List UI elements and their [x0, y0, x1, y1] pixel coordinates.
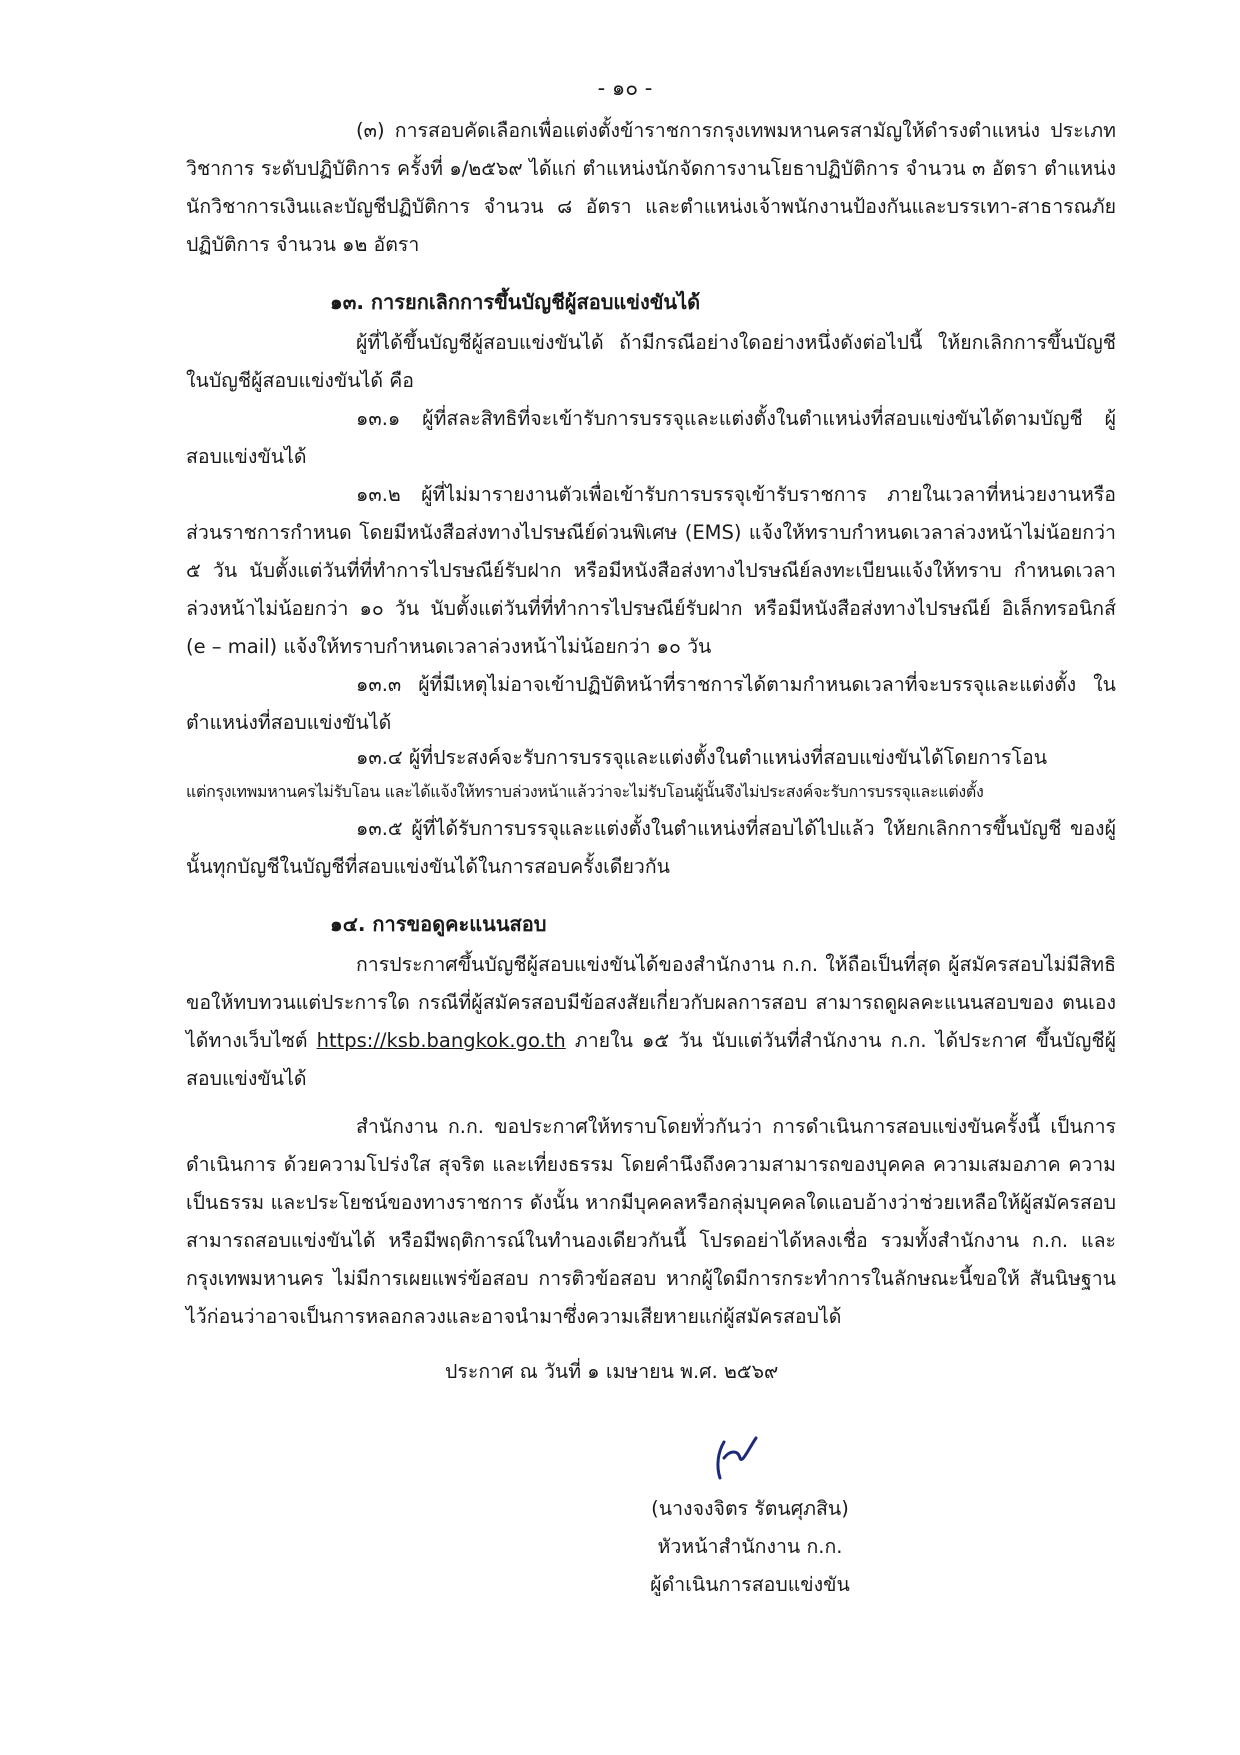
- closing-paragraph: สำนักงาน ก.ก. ขอประกาศให้ทราบโดยทั่วกันว่า การดำเนินการสอบแข่งขันครั้งนี้ เป็นการดำเนินการ ด้วยความโปร่งใส สุจริต และเที่ยงธรรม โดยคำนึงถึงความสามารถของบุคคล ความเสมอภาค ความเป็นธรรม และประโยชน์ของทางราชการ ดังนั้น หากมีบุคคลหรือกลุ่มบุคคลใดแอบอ้างว่าช่วยเหลือให้ผู้สมัครสอบ สามารถสอบแข่งขันได้ หรือมีพฤติการณ์ในทำนองเดียวกันนี้ โปรดอย่าได้หลงเชื่อ รวมทั้งสำนักงาน ก.ก. และ กรุงเทพมหานคร ไม่มีการเผยแพร่ข้อสอบ การติวข้อสอบ หากผู้ใดมีการกระทำการในลักษณะนี้ขอให้ สันนิษฐานไว้ก่อนว่าอาจเป็นการหลอกลวงและอาจนำมาซึ่งความเสียหายแก่ผู้สมัครสอบได้: [186, 1115, 1116, 1328]
- section-13-intro: ผู้ที่ได้ขึ้นบัญชีผู้สอบแข่งขันได้ ถ้ามีกรณีอย่างใดอย่างหนึ่งดังต่อไปนี้ ให้ยกเลิกการขึ้นบัญชี ในบัญชีผู้สอบแข่งขันได้ คือ: [186, 331, 1116, 392]
- section-14-heading: ๑๔. การขอดูคะแนนสอบ: [330, 912, 547, 936]
- signatory-position: หัวหน้าสำนักงาน ก.ก.: [657, 1535, 843, 1558]
- section-14-text-after-url: ภายใน ๑๕ วัน นับแต่วันที่สำนักงาน ก.ก. ได้ประกาศ ขึ้นบัญชีผู้สอบแข่งขันได้: [186, 1029, 1116, 1090]
- section-13-item-3: ๑๓.๓ ผู้ที่มีเหตุไม่อาจเข้าปฏิบัติหน้าที่ราชการได้ตามกำหนดเวลาที่จะบรรจุและแต่งตั้ง ในตำแหน่งที่สอบแข่งขันได้: [186, 673, 1116, 734]
- section-14-text-before-url: การประกาศขึ้นบัญชีผู้สอบแข่งขันได้ของสำนักงาน ก.ก. ให้ถือเป็นที่สุด ผู้สมัครสอบไม่มีสิทธิ ขอให้ทบทวนแต่ประการใด กรณีที่ผู้สมัครสอบมีข้อสงสัยเกี่ยวกับผลการสอบ สามารถดูผลคะแนนสอบของ ตนเองได้ทางเว็บไซต์: [186, 953, 1116, 1052]
- website-link[interactable]: https://ksb.bangkok.go.th: [316, 1029, 566, 1052]
- signatory-name: (นางจงจิตร รัตนศุภสิน): [651, 1497, 849, 1520]
- page-number: - ๑๐ -: [597, 76, 653, 100]
- section-14-paragraph: [186, 946, 1116, 1098]
- section-13-item-4-line-2: แต่กรุงเทพมหานครไม่รับโอน และได้แจ้งให้ทราบล่วงหน้าแล้วว่าจะไม่รับโอนผู้นั้นจึงไม่ประสงค์จะรับการบรรจุและแต่งตั้ง: [186, 782, 984, 801]
- section-13-item-5: ๑๓.๕ ผู้ที่ได้รับการบรรจุและแต่งตั้งในตำแหน่งที่สอบได้ไปแล้ว ให้ยกเลิกการขึ้นบัญชี ของผู้นั้นทุกบัญชีในบัญชีที่สอบแข่งขันได้ในการสอบครั้งเดียวกัน: [186, 817, 1116, 878]
- announcement-date: ประกาศ ณ วันที่ ๑ เมษายน พ.ศ. ๒๕๖๙: [445, 1360, 779, 1383]
- section-13-heading: ๑๓. การยกเลิกการขึ้นบัญชีผู้สอบแข่งขันได้: [330, 290, 701, 314]
- section-13-item-2: ๑๓.๒ ผู้ที่ไม่มารายงานตัวเพื่อเข้ารับการบรรจุเข้ารับราชการ ภายในเวลาที่หน่วยงานหรือ ส่วนราชการกำหนด โดยมีหนังสือส่งทางไปรษณีย์ด่วนพิเศษ (EMS) แจ้งให้ทราบกำหนดเวลาล่วงหน้าไม่น้อยกว่า ๕ วัน นับตั้งแต่วันที่ที่ทำการไปรษณีย์รับฝาก หรือมีหนังสือส่งทางไปรษณีย์ลงทะเบียนแจ้งให้ทราบ กำหนดเวลาล่วงหน้าไม่น้อยกว่า ๑๐ วัน นับตั้งแต่วันที่ที่ทำการไปรษณีย์รับฝาก หรือมีหนังสือส่งทางไปรษณีย์ อิเล็กทรอนิกส์ (e – mail) แจ้งให้ทราบกำหนดเวลาล่วงหน้าไม่น้อยกว่า ๑๐ วัน: [186, 483, 1116, 658]
- signature-mark: [698, 1428, 768, 1488]
- section-13-item-4-line-1: ๑๓.๔ ผู้ที่ประสงค์จะรับการบรรจุและแต่งตั้งในตำแหน่งที่สอบแข่งขันได้โดยการโอน: [356, 746, 1048, 769]
- signatory-role: ผู้ดำเนินการสอบแข่งขัน: [650, 1573, 850, 1596]
- section-13-item-1: ๑๓.๑ ผู้ที่สละสิทธิที่จะเข้ารับการบรรจุและแต่งตั้งในตำแหน่งที่สอบแข่งขันได้ตามบัญชี ผู้สอบแข่งขันได้: [186, 407, 1116, 468]
- item-3-paragraph: (๓) การสอบคัดเลือกเพื่อแต่งตั้งข้าราชการกรุงเทพมหานครสามัญให้ดำรงตำแหน่ง ประเภทวิชาการ ระดับปฏิบัติการ ครั้งที่ ๑/๒๕๖๙ ได้แก่ ตำแหน่งนักจัดการงานโยธาปฏิบัติการ จำนวน ๓ อัตรา ตำแหน่งนักวิชาการเงินและบัญชีปฏิบัติการ จำนวน ๘ อัตรา และตำแหน่งเจ้าพนักงานป้องกันและบรรเทา-สาธารณภัยปฏิบัติการ จำนวน ๑๒ อัตรา: [186, 119, 1116, 256]
